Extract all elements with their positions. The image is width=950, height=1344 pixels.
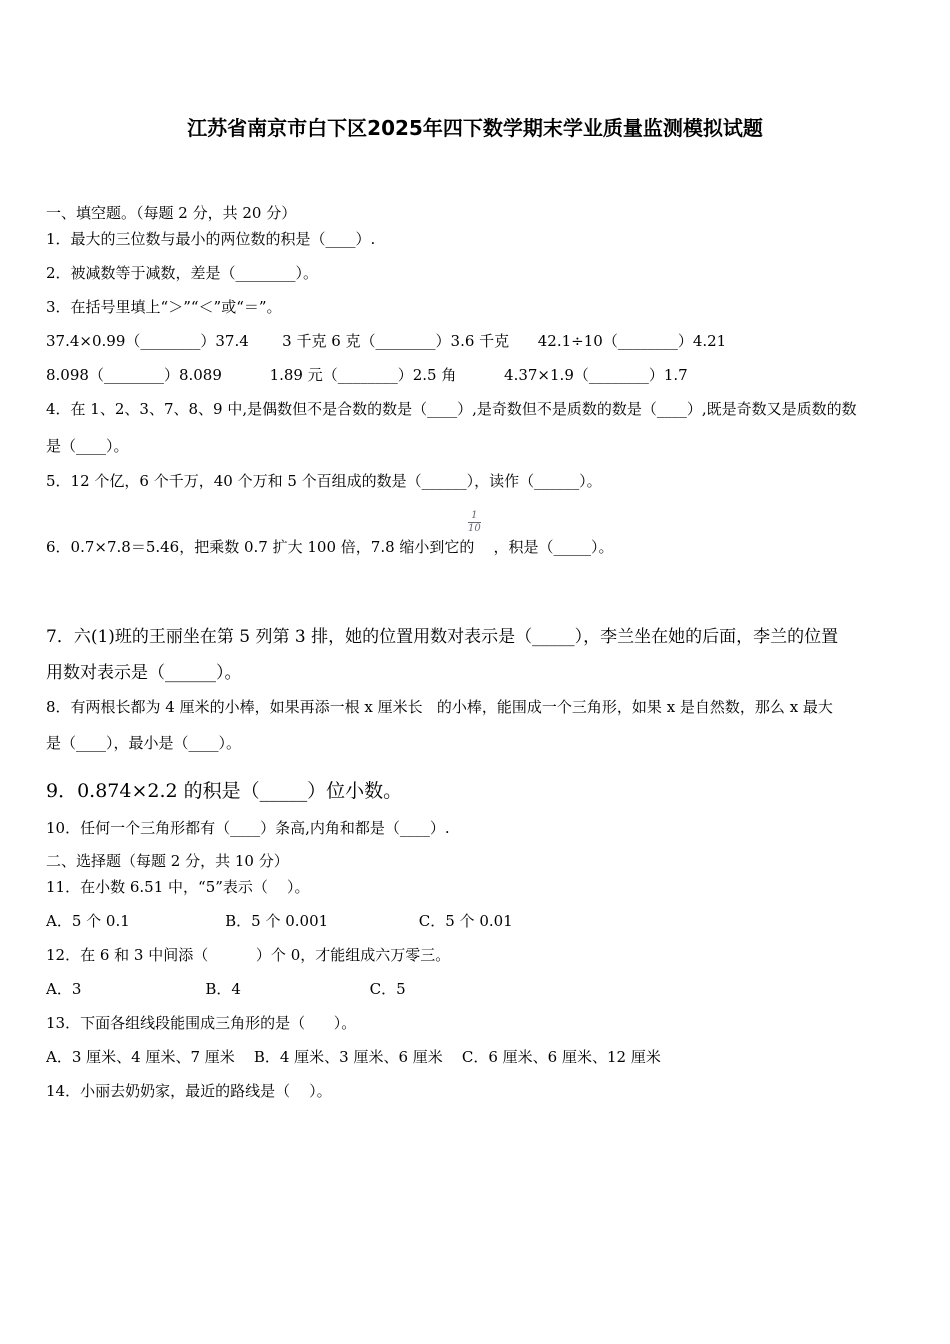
numerator: 1 bbox=[468, 510, 481, 523]
section-heading: 一、填空题。（每题 2 分，共 20 分） bbox=[46, 204, 297, 222]
question-line: 14．小丽去奶奶家，最近的路线是（ ）。 bbox=[46, 1082, 332, 1100]
question-line: 13．下面各组线段能围成三角形的是（ ）。 bbox=[46, 1014, 357, 1032]
question-line: 12．在 6 和 3 中间添（ ）个 0，才能组成六万零三。 bbox=[46, 946, 451, 964]
fraction bbox=[468, 510, 481, 535]
question-line: 5．12 个亿，6 个千万，40 个万和 5 个百组成的数是（______），读作（______）。 bbox=[46, 472, 602, 490]
question-line: 9．0.874×2.2 的积是（_____）位小数。 bbox=[46, 780, 403, 802]
question-line: 1．最大的三位数与最小的两位数的积是（____）. bbox=[46, 230, 376, 248]
question-line: 37.4×0.99（________）37.4 3 千克 6 克（________）3.6 千克 42.1÷10（________）4.21 bbox=[46, 332, 727, 350]
question-line: 7．六(1)班的王丽坐在第 5 列第 3 排，她的位置用数对表示是（_____），李兰坐在她的后面，李兰的位置 bbox=[46, 627, 839, 647]
question-line: 10．任何一个三角形都有（____）条高,内角和都是（____）. bbox=[46, 819, 450, 837]
question-line: 8．有两根长都为 4 厘米的小棒，如果再添一根 x 厘米长 的小棒，能围成一个三角形，如果 x 是自然数，那么 x 最大 bbox=[46, 698, 833, 716]
options-line: A．3 B．4 C．5 bbox=[46, 980, 406, 998]
section-heading: 二、选择题（每题 2 分，共 10 分） bbox=[46, 852, 289, 870]
page-title: 江苏省南京市白下区2025年四下数学期末学业质量监测模拟试题 bbox=[187, 116, 763, 140]
options-line: A．3 厘米、4 厘米、7 厘米 B．4 厘米、3 厘米、6 厘米 C．6 厘米、6 厘米、12 厘米 bbox=[46, 1048, 661, 1066]
question-line: 11．在小数 6.51 中，“5”表示（ ）。 bbox=[46, 878, 310, 896]
options-line: A．5 个 0.1 B．5 个 0.001 C．5 个 0.01 bbox=[46, 912, 513, 930]
question-line: 是（____），最小是（____）。 bbox=[46, 734, 242, 752]
denominator: 10 bbox=[468, 523, 481, 534]
question-line: 6．0.7×7.8＝5.46，把乘数 0.7 扩大 100 倍，7.8 缩小到它的 ，积是（_____）。 bbox=[46, 538, 614, 556]
question-line: 8.098（________）8.089 1.89 元（________）2.5 角 4.37×1.9（________）1.7 bbox=[46, 366, 688, 384]
question-line: 是（____）。 bbox=[46, 437, 129, 455]
question-line: 用数对表示是（______）。 bbox=[46, 663, 242, 683]
question-line: 4．在 1、2、3、7、8、9 中,是偶数但不是合数的数是（____）,是奇数但不是质数的数是（____）,既是奇数又是质数的数 bbox=[46, 400, 857, 418]
question-line: 2．被减数等于减数，差是（________）。 bbox=[46, 264, 319, 282]
question-line: 3．在括号里填上“＞”“＜”或“＝”。 bbox=[46, 298, 282, 316]
